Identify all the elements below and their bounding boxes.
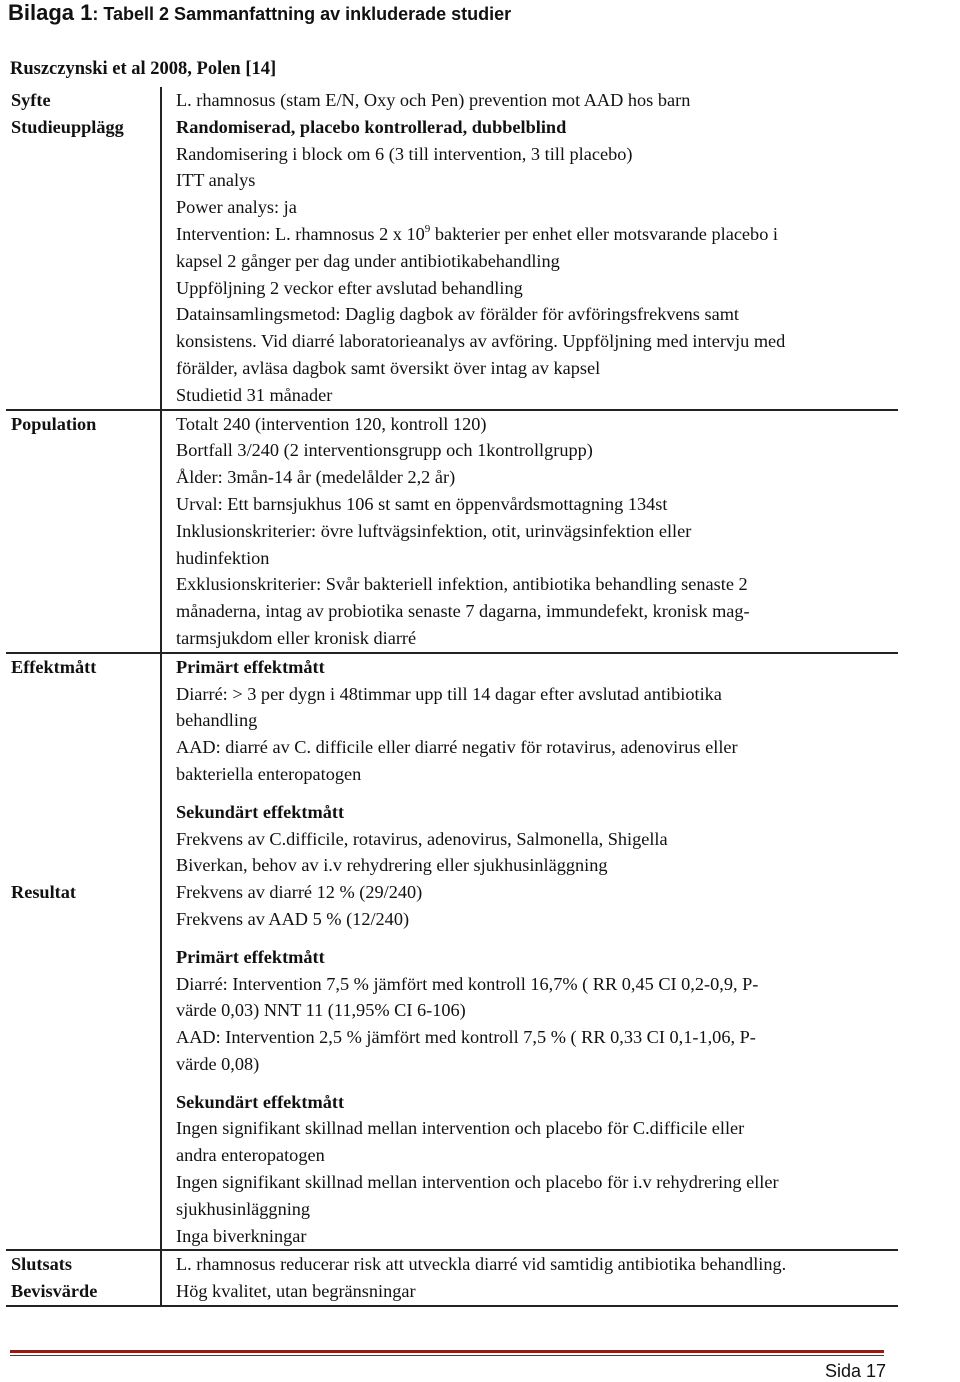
design-line: ITT analys <box>176 170 256 191</box>
label-population: Population <box>6 410 161 653</box>
population-line: Urval: Ett barnsjukhus 106 st samt en öppenvårdsmottagning 134st <box>176 493 668 514</box>
population-line: hudinfektion <box>176 547 270 568</box>
label-resultat: Resultat <box>6 879 161 1250</box>
resultat-line: Inga biverkningar <box>176 1225 307 1246</box>
resultat-line: Ingen signifikant skillnad mellan intervention och placebo för C.difficile eller <box>176 1118 745 1139</box>
summary-table <box>6 87 898 1307</box>
design-line: Randomiserad, placebo kontrollerad, dubbelblind <box>176 116 567 137</box>
row-studieupplagg <box>6 114 898 410</box>
footer-rule-thin <box>10 1355 884 1356</box>
content-bevisvarde <box>161 1278 898 1306</box>
design-line: Datainsamlingsmetod: Daglig dagbok av förälder för avföringsfrekvens samt <box>176 304 740 325</box>
content-effektmatt <box>161 653 898 879</box>
row-slutsats <box>6 1250 898 1278</box>
effekt-line: Biverkan, behov av i.v rehydrering eller sjukhusinläggning <box>176 855 608 876</box>
spacer <box>176 1078 892 1089</box>
spacer <box>176 788 892 799</box>
resultat-secondary-heading: Sekundärt effektmått <box>176 1091 345 1112</box>
row-effektmatt <box>6 653 898 879</box>
population-line: Totalt 240 (intervention 120, kontroll 120) <box>176 413 487 434</box>
resultat-line: Diarré: Intervention 7,5 % jämfört med kontroll 16,7% ( RR 0,45 CI 0,2-0,9, P- <box>176 973 759 994</box>
content-resultat <box>161 879 898 1250</box>
intervention-text-b: bakterier per enhet eller motsvarande placebo i <box>430 223 778 244</box>
study-title: Ruszczynski et al 2008, Polen [14] <box>10 59 277 79</box>
resultat-primary-heading: Primärt effektmått <box>176 946 325 967</box>
content-population <box>161 410 898 653</box>
effekt-line: behandling <box>176 710 258 731</box>
design-line: Studietid 31 månader <box>176 384 333 405</box>
design-line: kapsel 2 gånger per dag under antibiotikabehandling <box>176 250 560 271</box>
slutsats-text: L. rhamnosus reducerar risk att utveckla diarré vid samtidig antibiotika behandling. <box>176 1254 787 1275</box>
spacer <box>176 933 892 944</box>
row-syfte <box>6 87 898 114</box>
population-line: Bortfall 3/240 (2 interventionsgrupp och 1kontrollgrupp) <box>176 440 593 461</box>
label-syfte: Syfte <box>6 87 161 114</box>
intervention-text-a: Intervention: L. rhamnosus 2 x 10 <box>176 223 425 244</box>
page-number: Sida 17 <box>824 1361 886 1381</box>
effekt-line: AAD: diarré av C. difficile eller diarré negativ för rotavirus, adenovirus eller <box>176 737 738 758</box>
content-slutsats <box>161 1250 898 1278</box>
label-bevisvarde: Bevisvärde <box>6 1278 161 1306</box>
population-line: månaderna, intag av probiotika senaste 7 dagarna, immundefekt, kronisk mag- <box>176 601 750 622</box>
population-line: Ålder: 3mån-14 år (medelålder 2,2 år) <box>176 467 456 488</box>
design-line-intervention <box>176 221 892 248</box>
population-line: Inklusionskriterier: övre luftvägsinfektion, otit, urinvägsinfektion eller <box>176 520 692 541</box>
resultat-line: värde 0,03) NNT 11 (11,95% CI 6-106) <box>176 1000 466 1021</box>
resultat-line: andra enteropatogen <box>176 1145 325 1166</box>
population-line: Exklusionskriterier: Svår bakteriell infektion, antibiotika behandling senaste 2 <box>176 574 748 595</box>
design-line: Power analys: ja <box>176 197 297 218</box>
footer-rule <box>10 1350 884 1353</box>
design-line: förälder, avläsa dagbok samt översikt över intag av kapsel <box>176 357 601 378</box>
effekt-line: Diarré: > 3 per dygn i 48timmar upp till 14 dagar efter avslutad antibiotika <box>176 683 722 704</box>
design-line: Uppföljning 2 veckor efter avslutad behandling <box>176 277 523 298</box>
effekt-primary-heading: Primärt effektmått <box>176 656 325 677</box>
resultat-line: AAD: Intervention 2,5 % jämfört med kontroll 7,5 % ( RR 0,33 CI 0,1-1,06, P- <box>176 1027 756 1048</box>
resultat-line: Frekvens av AAD 5 % (12/240) <box>176 908 410 929</box>
syfte-text: L. rhamnosus (stam E/N, Oxy och Pen) prevention mot AAD hos barn <box>176 90 691 110</box>
label-effektmatt: Effektmått <box>6 653 161 879</box>
effekt-line: Frekvens av C.difficile, rotavirus, adenovirus, Salmonella, Shigella <box>176 828 668 849</box>
effekt-line: bakteriella enteropatogen <box>176 763 362 784</box>
label-studieupplagg: Studieupplägg <box>6 114 161 410</box>
label-slutsats: Slutsats <box>6 1250 161 1278</box>
row-population <box>6 410 898 653</box>
page-title <box>8 0 511 26</box>
content-syfte <box>161 87 898 114</box>
resultat-line: sjukhusinläggning <box>176 1198 311 1219</box>
resultat-line: Ingen signifikant skillnad mellan intervention och placebo för i.v rehydrering eller <box>176 1172 779 1193</box>
design-line: konsistens. Vid diarré laboratorieanalys av avföring. Uppföljning med intervju med <box>176 331 786 352</box>
population-line: tarmsjukdom eller kronisk diarré <box>176 627 417 648</box>
exponent: 9 <box>424 222 431 235</box>
page-title-main: Bilaga 1 <box>8 0 93 25</box>
row-bevisvarde <box>6 1278 898 1306</box>
design-line: Randomisering i block om 6 (3 till intervention, 3 till placebo) <box>176 143 633 164</box>
content-studieupplagg <box>161 114 898 410</box>
page-title-rest: : Tabell 2 Sammanfattning av inkluderade studier <box>92 4 512 24</box>
resultat-line: Frekvens av diarré 12 % (29/240) <box>176 882 423 903</box>
effekt-secondary-heading: Sekundärt effektmått <box>176 801 345 822</box>
bevisvarde-text: Hög kvalitet, utan begränsningar <box>176 1281 416 1302</box>
row-resultat <box>6 879 898 1250</box>
resultat-line: värde 0,08) <box>176 1053 260 1074</box>
